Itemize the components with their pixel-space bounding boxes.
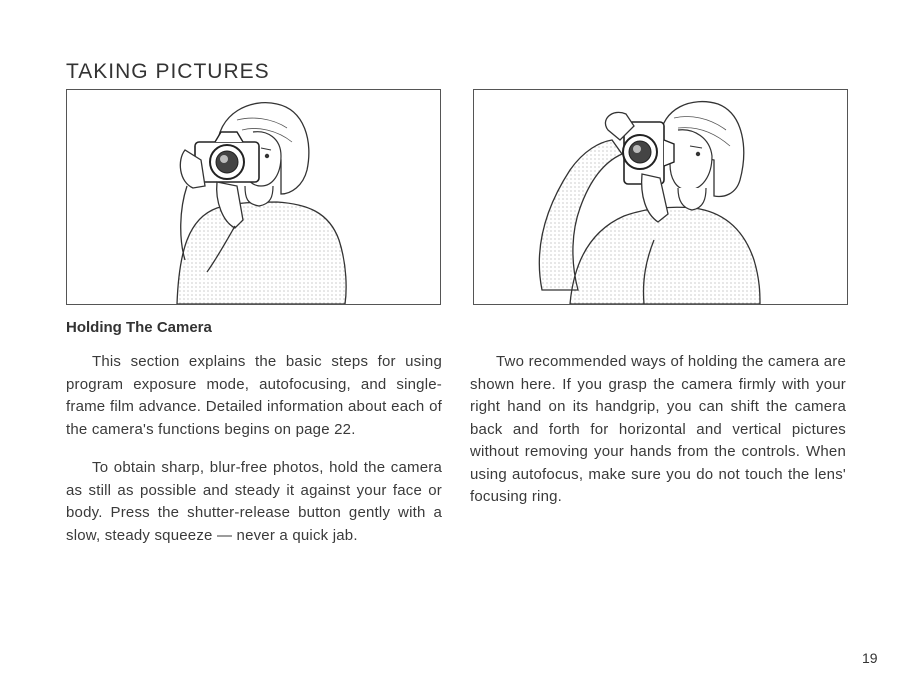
- section-heading: Holding The Camera: [66, 319, 212, 336]
- paragraph-intro: This section explains the basic steps for using program exposure mode, autofocusing, and single-frame film advance. Detailed information about each of the camera's functions begins on page 22.: [66, 353, 442, 438]
- person-holding-camera-horizontal-illustration: [67, 90, 440, 304]
- figure-vertical-hold: [473, 89, 848, 305]
- figure-horizontal-hold: [66, 89, 441, 305]
- paragraph-steady: To obtain sharp, blur-free photos, hold the camera as still as possible and steady it against your face or body. Press the shutter-release button gently with a slow, steady squeeze — never a quick jab.: [66, 459, 442, 544]
- right-column: [470, 351, 846, 509]
- page-number: 19: [862, 650, 878, 666]
- person-holding-camera-vertical-illustration: [474, 90, 847, 304]
- left-column: [66, 351, 442, 547]
- paragraph-holding-ways: Two recommended ways of holding the camera are shown here. If you grasp the camera firmly with your right hand on its handgrip, you can shift the camera back and forth for horizontal and vertical pictures without removing your hands from the controls. When using autofocus, make sure you do not touch the lens' focusing ring.: [470, 353, 846, 505]
- page-title: TAKING PICTURES: [66, 60, 270, 83]
